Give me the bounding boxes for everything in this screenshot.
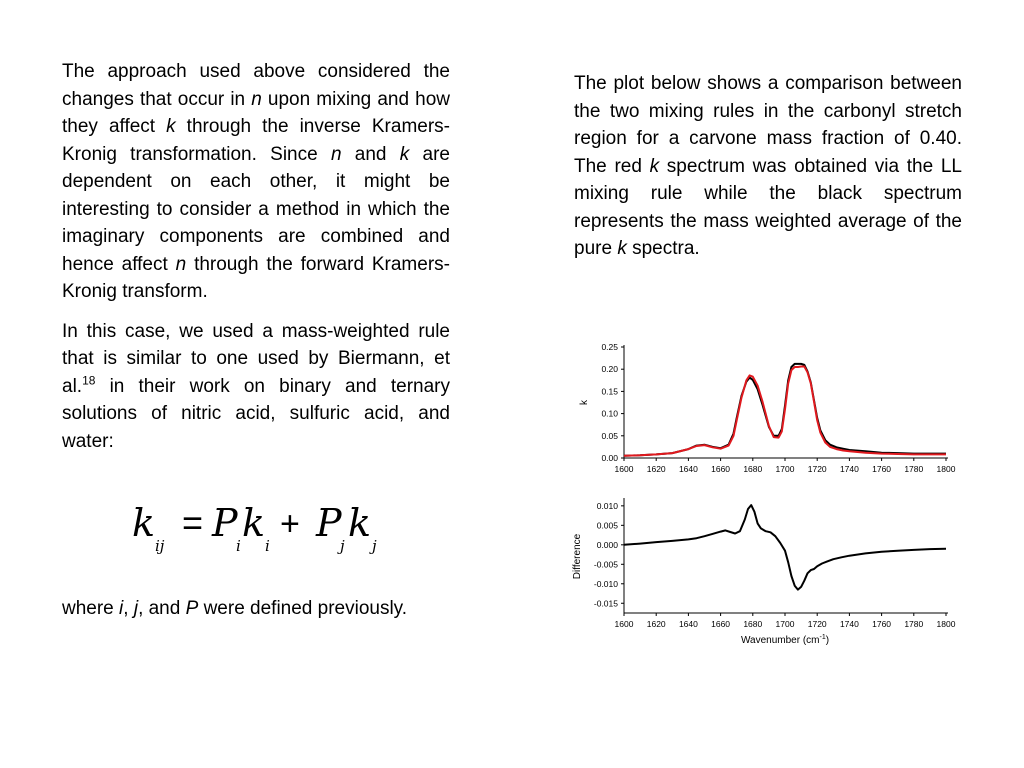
text-run: where [62,598,120,619]
eq-lhs-k: k [132,501,156,545]
italic-symbol: k [617,238,627,259]
reference-superscript: 18 [82,373,96,388]
k-chart-y-tick-label: 0.15 [601,386,618,397]
paragraph-mixing-approach [62,58,450,306]
k-chart-y-tick-label: 0.25 [601,342,618,352]
difference-chart-y-tick-label: -0.005 [593,559,618,570]
k-chart-x-tick-label: 1680 [743,464,763,474]
text-run: In this case, we used a mass-weighted rule that is similar to one used by Biermann, et al. [62,320,450,397]
difference-chart-x-tick-label: 1680 [743,619,763,629]
italic-symbol: k [166,116,176,137]
eq-term1-p: P [212,501,238,545]
k-chart-x-tick-label: 1600 [614,464,634,474]
text-run: , [123,598,134,619]
italic-symbol: k [649,155,660,177]
k-chart-x-tick-label: 1660 [711,464,731,474]
text-run: are dependent on each other, it might be interesting to consider a method in which the imaginary components are combined and hence affect [62,143,450,275]
eq-term1-k: k [242,501,266,545]
mixing-rule-equation [130,500,400,560]
difference-chart-x-tick-label: 1660 [711,619,731,629]
difference-chart-x-tick-label: 1620 [646,619,666,629]
paragraph-plot-description [574,70,962,263]
k-chart-y-axis-label: k [579,400,590,405]
text-run: and [341,143,400,165]
difference-chart-x-tick-label: 1800 [936,619,956,629]
k-chart-y-tick-label: 0.20 [601,364,618,375]
eq-term1-k-sub: i [265,537,270,555]
difference-chart-x-tick-label: 1640 [678,619,698,629]
k-chart-y-tick-label: 0.10 [601,408,618,419]
text-run: spectrum was obtained via the LL mixing rule while the black spectrum represents the mass weighted average of the pure [574,155,962,259]
right-column [574,70,962,263]
eq-plus: + [280,505,300,543]
k-chart-x-tick-label: 1700 [775,464,795,474]
difference-chart-y-tick-label: 0.005 [596,520,618,531]
x-axis-label-text: Wavenumber (cm [740,635,820,646]
spectra-figure [565,335,975,655]
paragraph-mass-weighted-rule [62,318,450,456]
difference-chart-x-tick-label: 1760 [872,619,892,629]
italic-symbol: k [399,143,410,165]
eq-term2-p-sub: j [340,537,345,555]
eq-term2-k: k [348,501,372,545]
italic-symbol: i [119,598,124,619]
k-chart-x-tick-label: 1620 [646,464,666,474]
difference-chart-y-tick-label: -0.010 [593,578,618,589]
difference-chart-x-tick-label: 1600 [614,619,634,629]
eq-term2-p: P [316,501,342,545]
difference-chart-x-axis-label [741,634,829,646]
k-chart-x-tick-label: 1760 [872,464,892,474]
left-column [62,58,450,455]
k-chart-x-tick-label: 1780 [904,464,924,474]
difference-chart-series-difference [624,505,946,589]
difference-chart-y-axis-label: Difference [572,533,583,580]
difference-chart-x-tick-label: 1780 [904,619,924,629]
paragraph-where [62,595,450,623]
eq-term1-p-sub: i [236,537,241,555]
k-chart-x-tick-label: 1800 [936,464,956,474]
difference-chart-x-tick-label: 1700 [775,619,795,629]
difference-chart-y-tick-label: 0.010 [596,500,618,511]
text-run: upon mixing and how they affect [62,88,450,137]
difference-chart-x-tick-label: 1720 [807,619,827,629]
text-run: spectra. [626,238,700,259]
text-run: in their work on binary and ternary solutions of nitric acid, sulfuric acid, and water: [62,375,450,452]
difference-chart-y-tick-label: -0.015 [593,598,618,609]
difference-chart-x-tick-label: 1740 [839,619,859,629]
italic-symbol: j [133,598,139,619]
italic-symbol: n [251,88,262,110]
text-run: The plot below shows a comparison between the two mixing rules in the carbonyl stretch region for a carvone mass fraction of 0.40. The red [574,73,962,177]
k-chart-y-tick-label: 0.05 [601,430,618,441]
text-run: through the inverse Kramers-Kronig transformation. Since [62,116,450,165]
text-run: The approach used above considered the changes that occur in [62,61,450,110]
text-run: through the forward Kramers-Kronig transform. [62,253,450,302]
x-axis-label-superscript: -1 [819,634,826,641]
k-chart-x-tick-label: 1740 [839,464,859,474]
k-chart-y-tick-label: 0.00 [601,453,618,463]
italic-symbol: n [330,143,342,165]
k-chart-x-tick-label: 1720 [807,464,827,474]
eq-term2-k-sub: j [372,537,377,555]
italic-symbol: n [175,253,187,275]
k-chart-x-tick-label: 1640 [678,464,698,474]
x-axis-label-close: ) [825,635,830,646]
eq-lhs-sub: ij [155,537,165,555]
eq-equals: = [182,502,204,543]
difference-chart-y-tick-label: 0.000 [596,539,618,550]
k-chart-series-LL-mixing-rule [624,367,946,456]
italic-symbol: P [185,598,199,619]
text-run: , and [138,598,186,619]
text-run: were defined previously. [198,598,408,619]
